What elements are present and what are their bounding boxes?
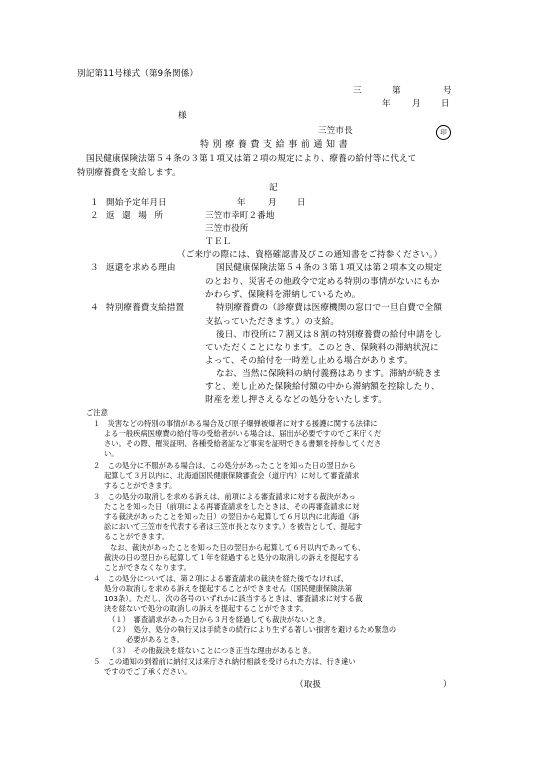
intro-line: 国民健康保険法第５４条の３第１項又は第２項の規定により、療養の給付等に代えて — [86, 154, 417, 164]
note-line: ことができなくなります。 — [104, 563, 191, 572]
note-line: ２ この処分に不服がある場合は、この処分があったことを知った日の翌日から — [93, 461, 356, 470]
addressee-suffix: 様 — [178, 111, 187, 121]
note-line: い。 — [104, 449, 119, 458]
note-line: １ 災害などの特別の事情がある場合及び原子爆弾被爆者に対する援護に関する法律に — [93, 419, 378, 428]
method-label: 特別療養費支給措置 — [106, 303, 185, 313]
note-line: 処分の取消しを求める訴えを提起することができません（国民健康保険法第 — [104, 584, 353, 593]
note-line: よる一般疾病医療費の給付等の受給者がいる場合は、届出が必要ですのでご来庁くだ — [104, 429, 382, 438]
note-line: ４ この処分については、第２項による審査請求の裁決を経た後でなければ、 — [93, 574, 349, 583]
item-number: ４ — [90, 303, 99, 313]
note-line: なお、裁決があったことを知った日の翌日から起算して６月以内であっても、 — [110, 543, 366, 552]
note-line: （１） 審査請求があった日から３月を経過しても裁決がないとき。 — [108, 615, 331, 624]
date-month: 月 — [412, 99, 421, 109]
item-number: １ — [90, 198, 99, 208]
return-place-office: 三笠市役所 — [205, 224, 249, 234]
issuer: 三笠市長 — [318, 126, 353, 136]
start-date-label: 開始予定年月日 — [106, 198, 167, 208]
ki-heading: 記 — [269, 183, 278, 193]
method-line: なお、当然に保険料の納付義務はあります。滞納が続きま — [216, 369, 442, 379]
note-line: 裁決の日の翌日から起算して１年を経過すると処分の取消しの訴えを提起する — [104, 553, 360, 562]
method-line: 支払っていただきます。）の支給。 — [205, 317, 340, 327]
note-line: 訟において三笠市を代表する者は三笠市長となります。）を被告として、提起す — [104, 522, 363, 531]
note-line: ですのでご了承ください。 — [104, 667, 192, 676]
document-title: 特別療養費支給事前通知書 — [200, 140, 352, 150]
reason-line: かわらず、保険料を滞納しているため。 — [205, 290, 361, 300]
number-dai: 第 — [392, 86, 401, 96]
date-year: 年 — [382, 99, 391, 109]
return-place-tel: ＴＥＬ — [205, 237, 232, 247]
start-date-day: 日 — [297, 198, 306, 208]
number-go: 号 — [443, 86, 452, 96]
method-line: 後日、市役所に７割又は８割の特別療養費の給付申請をし — [216, 330, 443, 340]
note-line: 起算して３月以内に、北海道国民健康保険審査会（道庁内）に対して審査請求 — [104, 471, 360, 480]
seal-stamp: 印 — [436, 125, 451, 140]
return-place-note: （ご来庁の際には、資格確認書及びこの通知書をご持参ください。） — [177, 250, 443, 260]
note-line: する裁決があったことを知った日）の翌日から起算して６月以内に北海道（訴 — [104, 512, 360, 521]
footer-handling-open: （取扱 — [295, 680, 322, 690]
note-line: （３） その他裁決を経ないことにつき正当な理由があるとき。 — [108, 646, 316, 655]
note-line: することができます。 — [104, 481, 177, 490]
method-line: すと、差し止めた保険給付額の中から滞納額を控除したり、 — [205, 382, 440, 392]
reason-label: 返還を求める理由 — [106, 263, 176, 273]
start-date-month: 月 — [268, 198, 277, 208]
number-prefix: 三 — [353, 86, 362, 96]
date-day: 日 — [441, 99, 450, 109]
return-place-label: 返 還 場 所 — [106, 211, 166, 221]
method-line: ていただくことになります。このとき、保険料の滞納状況に — [205, 343, 439, 353]
note-line: ５ この通知の到着前に納付又は来庁され納付相談を受けられた方は、行き違い — [93, 657, 356, 666]
note-line: ３ この処分の取消しを求める訴えは、前項による審査請求に対する裁決があっ — [93, 492, 356, 501]
form-label: 別記第11号様式（第9条関係） — [77, 69, 199, 79]
return-place-address: 三笠市幸町２番地 — [205, 211, 275, 221]
note-line: たことを知った日（前項による再審査請求をしたときは、その再審査請求に対 — [104, 502, 360, 511]
reason-line: 国民健康保険法第５４条の３第１項又は第２項本文の規定 — [216, 263, 443, 273]
start-date-year: 年 — [237, 198, 246, 208]
footer-handling-close: ） — [443, 680, 452, 690]
notes-heading: ご注意 — [86, 408, 108, 417]
method-line: 財産を差し押さえるなどの処分をいたします。 — [205, 395, 387, 405]
note-line: ることができます。 — [104, 532, 170, 541]
note-line: 103条）。ただし、次の各号のいずれかに該当するときは、審査請求に対する裁 — [104, 594, 363, 603]
item-number: ３ — [90, 263, 99, 273]
reason-line: のとおり、災害その他政令で定める特別の事情がないにもか — [205, 277, 440, 287]
method-line: よって、その給付を一時差し止める場合があります。 — [205, 356, 413, 366]
method-line: 特別療養費の（診療費は医療機関の窓口で一旦自費で全額 — [216, 303, 443, 313]
item-number: ２ — [90, 211, 99, 221]
note-line: （２） 処分、処分の執行又は手続きの続行により生ずる著しい損害を避けるため緊急の — [108, 625, 397, 634]
note-line: 決を経ないで処分の取消しの訴えを提起することができます。 — [104, 604, 308, 613]
note-line: 必要があるとき。 — [126, 635, 185, 644]
intro-line: 特別療養費を支給します。 — [77, 168, 181, 178]
note-line: さい。その際、罹災証明、各種受給者証など事実を証明できる書類を持参してくださ — [104, 439, 382, 448]
